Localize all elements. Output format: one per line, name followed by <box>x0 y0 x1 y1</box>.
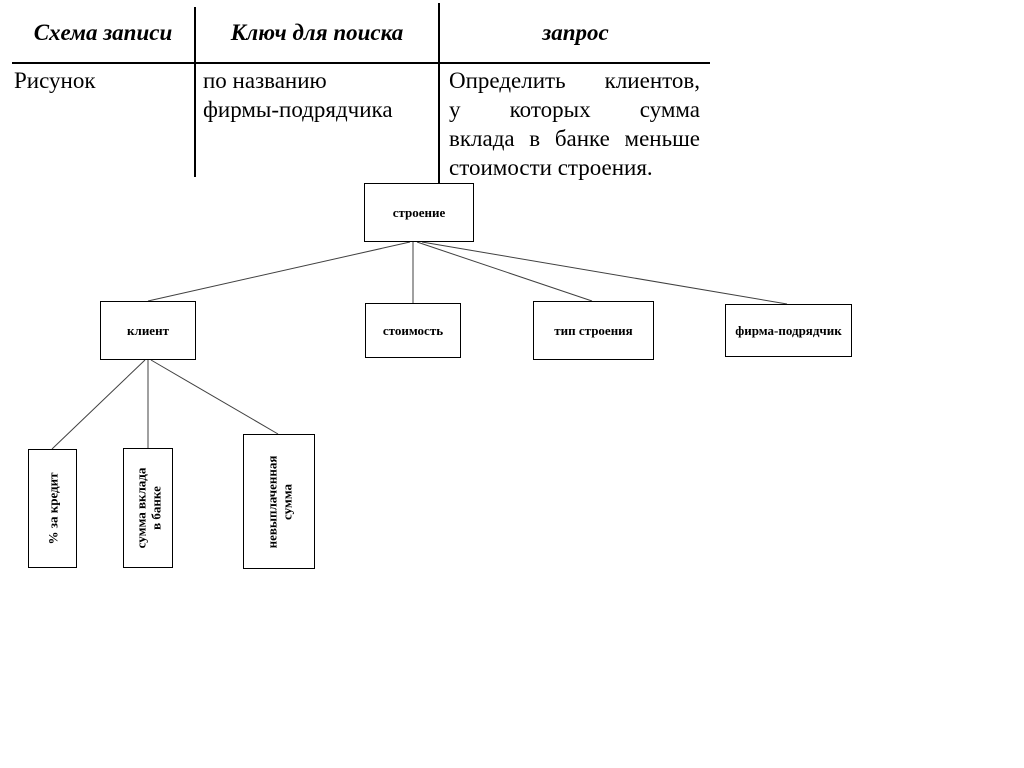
table-header-record-scheme: Схема записи <box>33 20 173 45</box>
leaf-label-line: сумма <box>279 483 294 520</box>
query-line: стоимости строения. <box>449 155 653 180</box>
leaf-label-line: невыплаченная <box>264 455 279 548</box>
node-client <box>100 301 196 360</box>
node-label: тип строения <box>554 323 633 338</box>
connector-line <box>417 242 592 301</box>
search-key-line: по названию <box>203 68 327 93</box>
search-key-line: фирмы-подрядчика <box>203 97 393 122</box>
node-building <box>364 183 474 242</box>
leaf-bank-deposit-sum <box>123 448 173 568</box>
query-line: вклада в банке меньше <box>449 126 700 151</box>
table-header-search-key: Ключ для поиска <box>230 20 404 45</box>
table-header-query: запрос <box>542 20 609 45</box>
connector-line <box>52 360 145 449</box>
node-label: строение <box>392 205 446 220</box>
leaf-label-line: сумма вклада <box>133 467 148 549</box>
table-cell-record-scheme: Рисунок <box>14 68 96 93</box>
node-label: фирма-подрядчик <box>735 323 842 338</box>
node-cost <box>365 303 461 358</box>
connector-line <box>422 242 787 304</box>
query-line: Определить клиентов, <box>449 68 700 93</box>
leaf-unpaid-sum <box>243 434 315 569</box>
query-line: у которых сумма <box>449 97 700 122</box>
node-label: клиент <box>127 323 169 338</box>
leaf-label-line: в банке <box>148 486 163 530</box>
connector-line <box>151 360 278 434</box>
connector-line <box>148 242 410 301</box>
node-building-type <box>533 301 654 360</box>
leaf-label-line: % за кредит <box>45 472 60 545</box>
node-label: стоимость <box>382 323 444 338</box>
leaf-credit-percent <box>28 449 77 568</box>
leaf-label <box>264 455 294 548</box>
node-contractor-firm <box>725 304 852 357</box>
leaf-label <box>45 473 60 545</box>
leaf-label <box>133 468 163 549</box>
